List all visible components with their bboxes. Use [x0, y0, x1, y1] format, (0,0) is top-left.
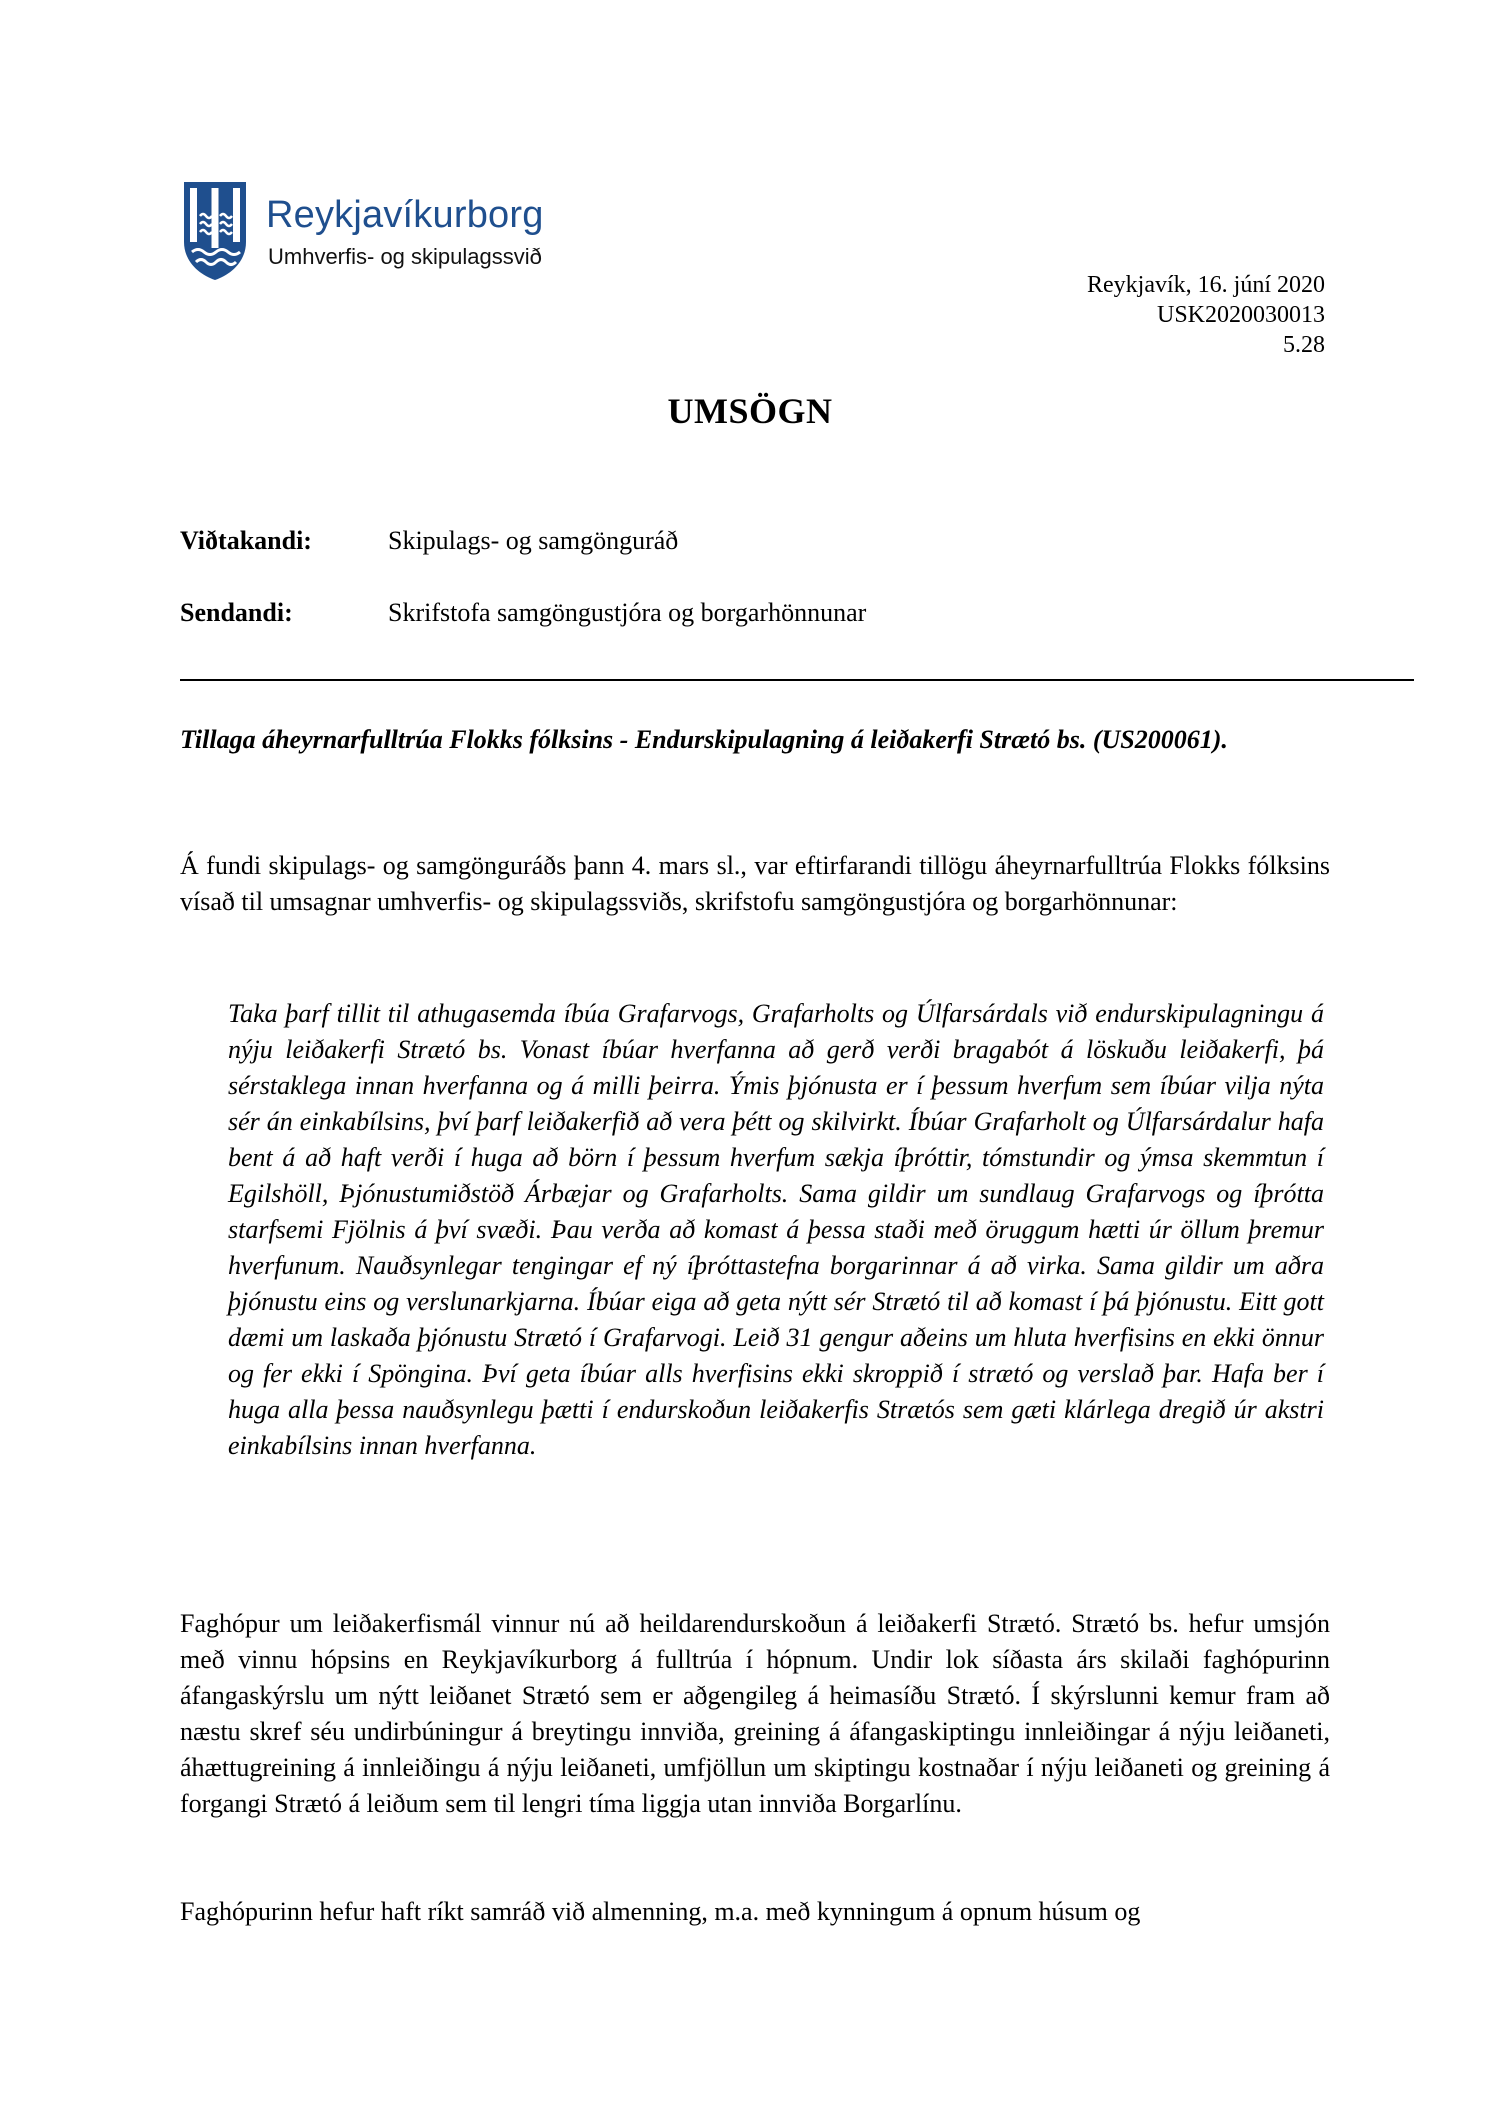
body-paragraph-3: Faghópurinn hefur haft ríkt samráð við almenning, m.a. með kynningum á opnum húsum og — [180, 1897, 1141, 1926]
header-divider — [180, 679, 1414, 681]
body-paragraph-2: Faghópur um leiðakerfismál vinnur nú að heildarendurskoðun á leiðakerfi Strætó. Strætó bs. hefur umsjón með vinnu hópsins en Reykjavíkurborg á fulltrúa í hópnum. Undir lok síðasta árs skilaði faghópurinn áfangaskýrslu um nýtt leiðanet Strætó sem er aðgengileg á heimasíðu Strætó. Í skýrslunni kemur fram að næstu skref séu undirbúningur á breytingu innviða, greining á áfangaskiptingu innleiðingar á nýju leiðaneti, áhættugreining á innleiðingu á nýju leiðaneti, umfjöllun um skiptingu kostnaðar í nýju leiðaneti og greining á forgangi Strætó á leiðum sem til lengri tíma liggja utan innviða Borgarlínu. — [180, 1609, 1330, 1818]
sender-value: Skrifstofa samgöngustjóra og borgarhönnunar — [388, 598, 867, 627]
document-meta — [1087, 270, 1325, 360]
date-line: Reykjavík, 16. júní 2020 — [1087, 272, 1325, 298]
department-name: Umhverfis- og skipulagssvið — [268, 244, 542, 269]
reykjavik-shield-icon — [182, 180, 248, 282]
sender-label: Sendandi: — [180, 598, 293, 627]
subject-heading: Tillaga áheyrnarfulltrúa Flokks fólksins - Endurskipulagning á leiðakerfi Strætó bs. (US200061). — [180, 725, 1228, 754]
quoted-proposal: Taka þarf tillit til athugasemda íbúa Grafarvogs, Grafarholts og Úlfarsárdals við endurskipulagningu á nýju leiðakerfi Strætó bs. Vonast íbúar hverfanna að gerð verði bragabót á löskuðu leiðakerfi, þá sérstaklega innan hverfanna og á milli þeirra. Ýmis þjónusta er í þessum hverfum sem íbúar vilja nýta sér án einkabílsins, því þarf leiðakerfið að vera þétt og skilvirkt. Íbúar Grafarholt og Úlfarsárdalur hafa bent á að haft verði í huga að börn í þessum hverfum sækja íþróttir, tómstundir og ýmsa skemmtun í Egilshöll, Þjónustumiðstöð Árbæjar og Grafarholts. Sama gildir um sundlaug Grafarvogs og íþrótta starfsemi Fjölnis á því svæði. Þau verða að komast á þessa staði með öruggum hætti úr öllum þremur hverfunum. Nauðsynlegar tengingar ef ný íþróttastefna borgarinnar á að virka. Sama gildir um aðra þjónustu eins og verslunarkjarna. Íbúar eiga að geta nýtt sér Strætó til að komast í þá þjónustu. Eitt gott dæmi um laskaða þjónustu Strætó í Grafarvogi. Leið 31 gengur aðeins um hluta hverfisins en ekki önnur og fer ekki í Spöngina. Því geta íbúar alls hverfisins ekki skroppið í strætó og verslað þar. Hafa ber í huga alla þessa nauðsynlegu þætti í endurskoðun leiðakerfis Strætós sem gæti klárlega dregið úr akstri einkabílsins innan hverfanna. — [228, 999, 1324, 1460]
recipient-value: Skipulags- og samgönguráð — [388, 526, 679, 555]
intro-paragraph: Á fundi skipulags- og samgönguráðs þann 4. mars sl., var eftirfarandi tillögu áheyrnarfulltrúa Flokks fólksins vísað til umsagnar umhverfis- og skipulagssviðs, skrifstofu samgöngustjóra og borgarhönnunar: — [180, 851, 1330, 916]
recipient-label: Viðtakandi: — [180, 526, 312, 555]
page-title: UMSÖGN — [667, 391, 833, 431]
case-number: USK2020030013 — [1156, 302, 1325, 328]
item-number: 5.28 — [1283, 332, 1325, 358]
org-name: Reykjavíkurborg — [266, 194, 544, 236]
